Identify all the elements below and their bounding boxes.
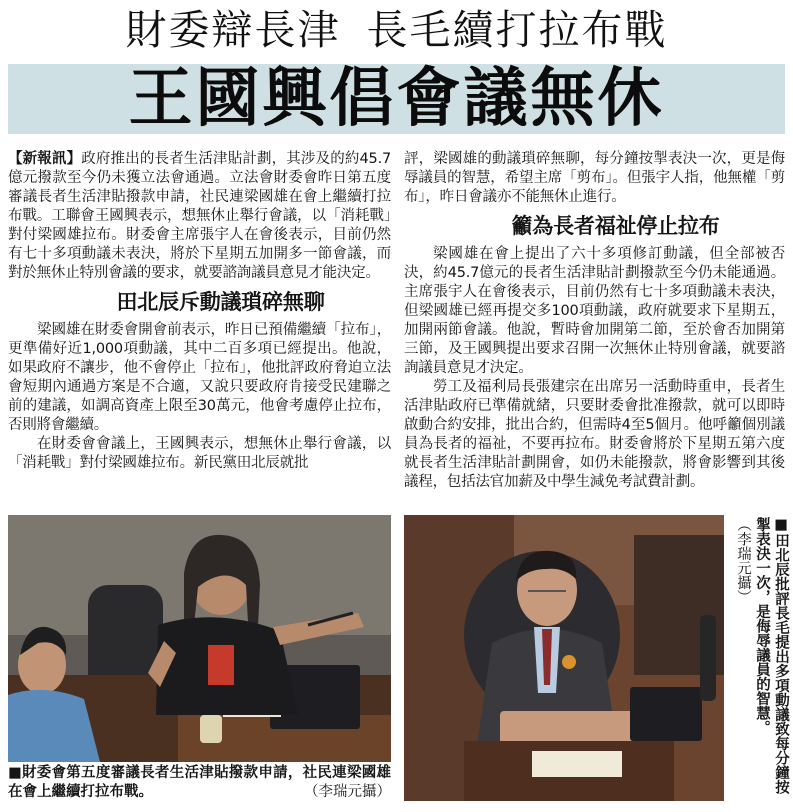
article-column-right xyxy=(404,150,785,505)
paragraph-1: 梁國雄在財委會開會前表示，昨日已預備繼續「拉布」，更準備好近1,000項動議，其中二百多項已經提出。他說，如果政府不讓步，他不會停止「拉布」，他批評政府脅迫立法會短期內通過方案是不合適，又說只要政府肯接受民建聯之前的建議，如調高資產上限至30萬元，他會考慮停止拉布，否則將會繼續。 xyxy=(8,322,391,433)
photo-left-image xyxy=(8,515,391,762)
photo-right-image xyxy=(404,515,724,801)
kicker-part-2: 長毛續打拉布戰 xyxy=(366,6,668,54)
paragraph-2: 在財委會會議上，王國興表示，想無休止舉行會議，以「消耗戰」對付梁國雄拉布。新民黨田北辰就批 xyxy=(8,436,391,471)
caption-left-text: ■財委會第五度審議長者生活津貼撥款申請，社民連梁國雄在會上繼續打拉布戰。 xyxy=(8,765,391,800)
photo-right-credit: （李瑞元攝） xyxy=(735,517,751,604)
kicker-part-1: 財委辯長津 xyxy=(125,6,341,54)
subhead-2: 籲為長者福祉停止拉布 xyxy=(511,214,720,238)
main-headline: 王國興倡會議無休 xyxy=(128,62,665,136)
photo-right-caption xyxy=(733,517,790,807)
caption-right-text: ■田北辰批評長毛提出多項動議致每分鐘按掣表決一次，是侮辱議員的智慧。 xyxy=(754,517,789,794)
paragraph-2-continued: 評，梁國雄的動議瑣碎無聊，每分鐘按掣表決一次，更是侮辱議員的智慧，希望主席「剪布」。但張宇人指，他無權「剪布」，昨日會議亦不能無休止進行。 xyxy=(404,151,785,205)
lead-text: 政府推出的長者生活津貼計劃，其涉及的約45.7億元撥款至今仍未獲立法會通過。立法會財委會昨日第五度審議長者生活津貼撥款申請，社民連梁國雄在會上繼續打拉布戰。工聯會王國興表示，想無休止舉行會議，以「消耗戰」對付梁國雄拉布。財委會主席張宇人在會後表示，目前仍然有七十多項動議未表決，將於下星期五加開多一節會議，而對於無休止特別會議的要求，就要諮詢議員意見才能決定。 xyxy=(8,151,391,281)
photo-council-meeting xyxy=(8,515,391,762)
article-column-left xyxy=(8,150,391,505)
photo-left-credit: （李瑞元攝） xyxy=(304,784,391,800)
photo-lawmaker-seated xyxy=(404,515,724,801)
photo-left-caption xyxy=(8,764,391,802)
subhead-1: 田北辰斥動議瑣碎無聊 xyxy=(116,290,325,314)
paragraph-4: 勞工及福利局長張建宗在出席另一活動時重申，長者生活津貼政府已準備就緒，只要財委會批准撥款，就可以即時啟動合約安排，批出合約，但需時4至5個月。他呼籲個別議員為長者的福祉，不要再拉布。財委會將於下星期五第六度就長者生活津貼計劃開會，如仍未能撥款，將會影響到其後議程，包括法官加薪及中學生減免考試費計劃。 xyxy=(404,379,785,490)
news-tag: 【新報訊】 xyxy=(8,151,82,167)
lead-paragraph xyxy=(8,150,391,283)
kicker-headline xyxy=(0,4,793,56)
paragraph-3: 梁國雄在會上提出了六十多項修訂動議，但全部被否決，約45.7億元的長者生活津貼計劃撥款至今仍未能通過。主席張宇人在會後表示，目前仍然有七十多項動議未表決，但梁國雄已經再提交多100項動議，政府就要求下星期五，加開兩節會議。他說，暫時會加開第二節，至於會否加開第三節，及王國興提出要求召開一次無休止特別會議，就要諮詢議員意見才決定。 xyxy=(404,246,785,376)
